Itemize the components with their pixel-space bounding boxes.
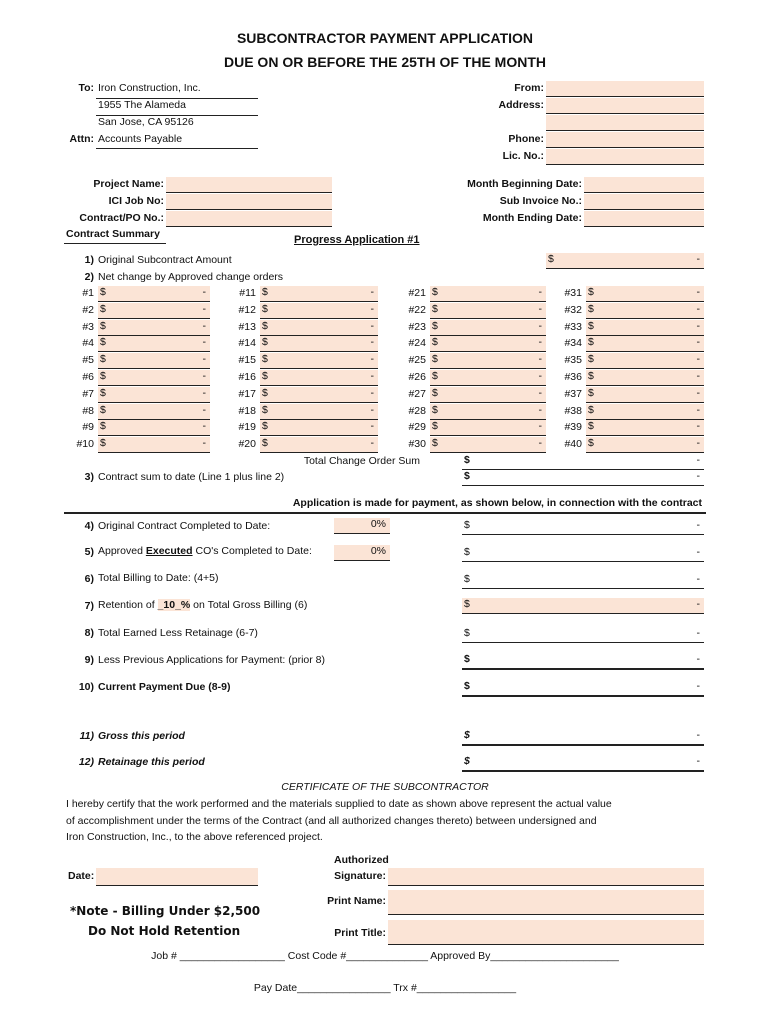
change-order-number: #24 xyxy=(408,337,426,349)
retention-percent[interactable]: _10_% xyxy=(157,599,191,611)
line3-label: Contract sum to date (Line 1 plus line 2) xyxy=(98,471,285,483)
line12-number: 12) xyxy=(78,756,94,768)
amount-value: - xyxy=(202,387,206,399)
change-order-number: #30 xyxy=(408,438,426,450)
percent-value: 0% xyxy=(370,518,386,530)
dollar-sign: $ xyxy=(262,286,268,298)
change-order-amount-field[interactable] xyxy=(98,370,210,386)
line1-label: Original Subcontract Amount xyxy=(98,254,232,266)
change-order-amount-field[interactable] xyxy=(98,387,210,403)
change-order-number: #27 xyxy=(408,388,426,400)
line5-label xyxy=(98,545,312,557)
contract-po-field[interactable] xyxy=(166,211,332,227)
dollar-sign: $ xyxy=(588,320,594,332)
line8-amount-field[interactable] xyxy=(462,627,704,643)
line11-label: Gross this period xyxy=(98,730,185,742)
dollar-sign: $ xyxy=(588,303,594,315)
change-order-amount-field[interactable] xyxy=(430,437,546,453)
line9-label: Less Previous Applications for Payment: (prior 8) xyxy=(98,654,326,666)
change-order-amount-field[interactable] xyxy=(586,437,704,453)
dollar-sign: $ xyxy=(464,573,470,585)
change-order-number: #22 xyxy=(408,304,426,316)
amount-value: - xyxy=(696,420,700,432)
change-order-amount-field[interactable] xyxy=(98,286,210,302)
dollar-sign: $ xyxy=(432,404,438,416)
change-order-amount-field[interactable] xyxy=(430,286,546,302)
dollar-sign: $ xyxy=(588,286,594,298)
line7-number: 7) xyxy=(84,600,94,612)
dollar-sign: $ xyxy=(262,370,268,382)
change-order-number: #37 xyxy=(564,388,582,400)
dollar-sign: $ xyxy=(464,470,470,482)
dollar-sign: $ xyxy=(100,420,106,432)
amount-value: - xyxy=(202,437,206,449)
ici-job-field[interactable] xyxy=(166,194,332,210)
progress-application-heading: Progress Application #1 xyxy=(294,234,420,246)
change-order-amount-field[interactable] xyxy=(98,437,210,453)
amount-value: - xyxy=(696,253,700,265)
print-name-label: Print Name: xyxy=(327,895,386,907)
line12-amount-field[interactable] xyxy=(462,755,704,772)
dollar-sign: $ xyxy=(100,370,106,382)
change-order-amount-field[interactable] xyxy=(586,370,704,386)
attn-value: Accounts Payable xyxy=(98,133,183,145)
line8-number: 8) xyxy=(84,627,94,639)
change-order-number: #17 xyxy=(238,388,256,400)
change-order-amount-field[interactable] xyxy=(260,387,378,403)
amount-value: - xyxy=(696,387,700,399)
amount-value: - xyxy=(202,404,206,416)
change-order-amount-field[interactable] xyxy=(260,370,378,386)
line5-number: 5) xyxy=(84,546,94,558)
certificate-line2: of accomplishment under the terms of the Contract (and all authorized changes thereto) between undersigned and xyxy=(66,815,597,827)
change-order-amount-field[interactable] xyxy=(586,286,704,302)
line4-label: Original Contract Completed to Date: xyxy=(98,520,271,532)
executed-text: Executed xyxy=(145,545,193,557)
change-order-number: #5 xyxy=(82,354,94,366)
amount-value: - xyxy=(696,755,700,767)
dollar-sign: $ xyxy=(464,755,470,767)
to-address1-line xyxy=(96,100,258,116)
change-order-amount-field[interactable] xyxy=(98,336,210,352)
authorized-label: Authorized xyxy=(334,854,389,866)
change-order-amount-field[interactable] xyxy=(98,404,210,420)
dollar-sign: $ xyxy=(588,336,594,348)
change-order-amount-field[interactable] xyxy=(260,420,378,436)
amount-value: - xyxy=(202,420,206,432)
line7-label-suffix: on Total Gross Billing (6) xyxy=(190,599,308,611)
change-order-amount-field[interactable] xyxy=(430,353,546,369)
line3-number: 3) xyxy=(84,471,94,483)
amount-value: - xyxy=(202,370,206,382)
change-order-number: #38 xyxy=(564,405,582,417)
change-order-amount-field[interactable] xyxy=(586,387,704,403)
dollar-sign: $ xyxy=(432,286,438,298)
change-order-amount-field[interactable] xyxy=(98,303,210,319)
print-title-field[interactable] xyxy=(388,920,704,945)
project-name-label: Project Name: xyxy=(93,178,164,190)
note-line2: Do Not Hold Retention xyxy=(88,924,241,938)
amount-value: - xyxy=(538,370,542,382)
amount-value: - xyxy=(696,404,700,416)
change-order-amount-field[interactable] xyxy=(586,336,704,352)
month-begin-label: Month Beginning Date: xyxy=(467,178,582,190)
line10-label: Current Payment Due (8-9) xyxy=(98,681,231,693)
dollar-sign: $ xyxy=(100,404,106,416)
dollar-sign: $ xyxy=(262,336,268,348)
line9-number: 9) xyxy=(84,654,94,666)
change-order-amount-field[interactable] xyxy=(98,420,210,436)
change-order-amount-field[interactable] xyxy=(586,303,704,319)
amount-value: - xyxy=(696,353,700,365)
dollar-sign: $ xyxy=(262,353,268,365)
dollar-sign: $ xyxy=(464,519,470,531)
amount-value: - xyxy=(696,519,700,531)
line5-label-suffix: CO's Completed to Date: xyxy=(192,545,312,557)
amount-value: - xyxy=(696,729,700,741)
amount-value: - xyxy=(696,370,700,382)
change-order-amount-field[interactable] xyxy=(260,320,378,336)
dollar-sign: $ xyxy=(100,286,106,298)
amount-value: - xyxy=(696,286,700,298)
line5-amount-field[interactable] xyxy=(462,546,704,562)
dollar-sign: $ xyxy=(262,404,268,416)
lic-field[interactable] xyxy=(546,149,704,165)
percent-value: 0% xyxy=(370,545,386,557)
line7-amount-field[interactable] xyxy=(462,598,704,614)
change-order-number: #18 xyxy=(238,405,256,417)
amount-value: - xyxy=(370,370,374,382)
change-order-number: #32 xyxy=(564,304,582,316)
change-order-number: #33 xyxy=(564,321,582,333)
change-order-amount-field[interactable] xyxy=(260,437,378,453)
line8-label: Total Earned Less Retainage (6-7) xyxy=(98,627,258,639)
change-order-amount-field[interactable] xyxy=(430,370,546,386)
phone-label: Phone: xyxy=(508,133,544,145)
line5-percent-field[interactable] xyxy=(334,545,390,561)
line6-number: 6) xyxy=(84,573,94,585)
dollar-sign: $ xyxy=(262,420,268,432)
line6-amount-field[interactable] xyxy=(462,573,704,589)
amount-value: - xyxy=(202,286,206,298)
to-address2: San Jose, CA 95126 xyxy=(98,116,194,128)
line2-number: 2) xyxy=(84,271,94,283)
office-use-line1: Job # __________________ Cost Code #______________ Approved By______________________ xyxy=(151,950,619,962)
amount-value: - xyxy=(538,303,542,315)
change-order-amount-field[interactable] xyxy=(260,336,378,352)
dollar-sign: $ xyxy=(432,437,438,449)
dollar-sign: $ xyxy=(100,437,106,449)
date-field[interactable] xyxy=(96,868,258,886)
to-label: To: xyxy=(78,82,94,94)
attn-label: Attn: xyxy=(69,133,94,145)
attn-line xyxy=(96,133,258,149)
original-subcontract-amount-field[interactable] xyxy=(546,253,704,269)
change-order-number: #16 xyxy=(238,371,256,383)
amount-value: - xyxy=(538,404,542,416)
phone-field[interactable] xyxy=(546,132,704,148)
amount-value: - xyxy=(538,353,542,365)
change-order-amount-field[interactable] xyxy=(430,320,546,336)
change-order-number: #31 xyxy=(564,287,582,299)
dollar-sign: $ xyxy=(588,370,594,382)
line4-number: 4) xyxy=(84,520,94,532)
month-end-field[interactable] xyxy=(584,211,704,227)
print-title-label: Print Title: xyxy=(334,927,386,939)
line4-amount-field[interactable] xyxy=(462,519,704,535)
dollar-sign: $ xyxy=(588,420,594,432)
amount-value: - xyxy=(538,387,542,399)
dollar-sign: $ xyxy=(464,680,470,692)
contract-summary-underline xyxy=(64,243,166,244)
dollar-sign: $ xyxy=(432,303,438,315)
line11-number: 11) xyxy=(79,730,94,742)
from-label: From: xyxy=(514,82,544,94)
contract-sum-to-date-field[interactable] xyxy=(462,470,704,486)
dollar-sign: $ xyxy=(464,729,470,741)
amount-value: - xyxy=(202,353,206,365)
change-order-number: #29 xyxy=(408,421,426,433)
month-end-label: Month Ending Date: xyxy=(482,212,582,224)
change-order-amount-field[interactable] xyxy=(586,404,704,420)
dollar-sign: $ xyxy=(432,387,438,399)
amount-value: - xyxy=(696,627,700,639)
signature-label: Signature: xyxy=(334,870,386,882)
total-change-order-label: Total Change Order Sum xyxy=(303,455,420,467)
amount-value: - xyxy=(370,387,374,399)
dollar-sign: $ xyxy=(100,303,106,315)
amount-value: - xyxy=(370,404,374,416)
change-order-amount-field[interactable] xyxy=(98,320,210,336)
lic-label: Lic. No.: xyxy=(502,150,544,162)
change-order-number: #7 xyxy=(82,388,94,400)
project-name-field[interactable] xyxy=(166,177,332,193)
dollar-sign: $ xyxy=(432,370,438,382)
total-change-order-field[interactable] xyxy=(462,454,704,470)
line10-amount-field[interactable] xyxy=(462,680,704,697)
amount-value: - xyxy=(696,437,700,449)
change-order-number: #40 xyxy=(564,438,582,450)
to-company-line xyxy=(96,83,258,99)
dollar-sign: $ xyxy=(548,253,554,265)
line1-number: 1) xyxy=(84,254,94,266)
change-order-number: #26 xyxy=(408,371,426,383)
change-order-number: #13 xyxy=(238,321,256,333)
dollar-sign: $ xyxy=(588,387,594,399)
application-heading: Application is made for payment, as shown below, in connection with the contract xyxy=(292,497,702,509)
amount-value: - xyxy=(538,336,542,348)
line11-amount-field[interactable] xyxy=(462,729,704,746)
change-order-number: #1 xyxy=(82,287,94,299)
line10-number: 10) xyxy=(78,681,94,693)
change-order-amount-field[interactable] xyxy=(430,387,546,403)
amount-value: - xyxy=(370,437,374,449)
sub-invoice-field[interactable] xyxy=(584,194,704,210)
to-company: Iron Construction, Inc. xyxy=(98,82,201,94)
change-order-number: #9 xyxy=(82,421,94,433)
dollar-sign: $ xyxy=(100,320,106,332)
change-order-number: #35 xyxy=(564,354,582,366)
address-field-1[interactable] xyxy=(546,98,704,114)
dollar-sign: $ xyxy=(262,303,268,315)
change-order-number: #6 xyxy=(82,371,94,383)
change-order-number: #15 xyxy=(238,354,256,366)
application-divider xyxy=(64,512,706,514)
dollar-sign: $ xyxy=(464,598,470,610)
amount-value: - xyxy=(538,437,542,449)
line7-label xyxy=(98,599,307,611)
change-order-amount-field[interactable] xyxy=(586,420,704,436)
dollar-sign: $ xyxy=(588,353,594,365)
change-order-amount-field[interactable] xyxy=(430,303,546,319)
print-name-field[interactable] xyxy=(388,890,704,915)
amount-value: - xyxy=(370,420,374,432)
sub-invoice-label: Sub Invoice No.: xyxy=(499,195,582,207)
to-address1: 1955 The Alameda xyxy=(98,99,186,111)
change-order-amount-field[interactable] xyxy=(586,320,704,336)
change-order-number: #34 xyxy=(564,337,582,349)
dollar-sign: $ xyxy=(262,387,268,399)
note-line1: *Note - Billing Under $2,500 xyxy=(70,904,261,918)
change-order-amount-field[interactable] xyxy=(260,303,378,319)
dollar-sign: $ xyxy=(432,353,438,365)
change-order-number: #12 xyxy=(238,304,256,316)
line4-percent-field[interactable] xyxy=(334,518,390,534)
amount-value: - xyxy=(538,420,542,432)
month-begin-field[interactable] xyxy=(584,177,704,193)
amount-value: - xyxy=(696,336,700,348)
dollar-sign: $ xyxy=(262,320,268,332)
change-order-amount-field[interactable] xyxy=(430,404,546,420)
address-label: Address: xyxy=(498,99,544,111)
dollar-sign: $ xyxy=(464,454,470,466)
amount-value: - xyxy=(696,680,700,692)
amount-value: - xyxy=(202,303,206,315)
dollar-sign: $ xyxy=(432,336,438,348)
line7-label-prefix: Retention of xyxy=(98,599,158,611)
change-order-amount-field[interactable] xyxy=(586,353,704,369)
change-order-number: #11 xyxy=(239,287,256,299)
signature-field[interactable] xyxy=(388,868,704,886)
dollar-sign: $ xyxy=(464,627,470,639)
dollar-sign: $ xyxy=(588,404,594,416)
line9-amount-field[interactable] xyxy=(462,653,704,670)
amount-value: - xyxy=(696,546,700,558)
contract-summary-heading: Contract Summary xyxy=(66,228,160,240)
dollar-sign: $ xyxy=(464,546,470,558)
change-order-number: #3 xyxy=(82,321,94,333)
change-order-number: #39 xyxy=(564,421,582,433)
change-order-amount-field[interactable] xyxy=(260,404,378,420)
amount-value: - xyxy=(370,286,374,298)
amount-value: - xyxy=(696,598,700,610)
change-order-number: #10 xyxy=(76,438,94,450)
dollar-sign: $ xyxy=(588,437,594,449)
date-label: Date: xyxy=(68,870,95,882)
change-order-number: #28 xyxy=(408,405,426,417)
change-order-number: #36 xyxy=(564,371,582,383)
amount-value: - xyxy=(696,653,700,665)
change-order-amount-field[interactable] xyxy=(260,286,378,302)
amount-value: - xyxy=(202,320,206,332)
line2-label: Net change by Approved change orders xyxy=(98,271,284,283)
line12-label: Retainage this period xyxy=(98,756,205,768)
dollar-sign: $ xyxy=(464,653,470,665)
change-order-number: #14 xyxy=(238,337,256,349)
dollar-sign: $ xyxy=(432,320,438,332)
change-order-number: #2 xyxy=(82,304,94,316)
change-order-amount-field[interactable] xyxy=(260,353,378,369)
amount-value: - xyxy=(538,320,542,332)
from-field[interactable] xyxy=(546,81,704,97)
change-order-amount-field[interactable] xyxy=(430,420,546,436)
amount-value: - xyxy=(370,320,374,332)
amount-value: - xyxy=(538,286,542,298)
certificate-line3: Iron Construction, Inc., to the above referenced project. xyxy=(66,831,323,843)
dollar-sign: $ xyxy=(262,437,268,449)
dollar-sign: $ xyxy=(100,387,106,399)
amount-value: - xyxy=(696,470,700,482)
ici-job-label: ICI Job No: xyxy=(108,195,164,207)
certificate-heading: CERTIFICATE OF THE SUBCONTRACTOR xyxy=(281,781,489,793)
amount-value: - xyxy=(696,303,700,315)
amount-value: - xyxy=(370,303,374,315)
office-use-line2: Pay Date________________ Trx #_________________ xyxy=(253,982,517,994)
contract-po-label: Contract/PO No.: xyxy=(79,212,164,224)
amount-value: - xyxy=(696,573,700,585)
dollar-sign: $ xyxy=(100,353,106,365)
amount-value: - xyxy=(202,336,206,348)
change-order-amount-field[interactable] xyxy=(430,336,546,352)
amount-value: - xyxy=(696,320,700,332)
dollar-sign: $ xyxy=(432,420,438,432)
form-subtitle: DUE ON OR BEFORE THE 25TH OF THE MONTH xyxy=(223,54,546,70)
change-order-number: #23 xyxy=(408,321,426,333)
dollar-sign: $ xyxy=(100,336,106,348)
change-order-number: #8 xyxy=(82,405,94,417)
change-order-number: #20 xyxy=(238,438,256,450)
change-order-number: #21 xyxy=(408,287,426,299)
amount-value: - xyxy=(370,336,374,348)
change-order-number: #19 xyxy=(238,421,256,433)
form-title: SUBCONTRACTOR PAYMENT APPLICATION xyxy=(236,30,534,46)
change-order-amount-field[interactable] xyxy=(98,353,210,369)
line6-label: Total Billing to Date: (4+5) xyxy=(98,572,219,584)
address-field-2[interactable] xyxy=(546,115,704,131)
line5-label-prefix: Approved xyxy=(98,545,146,557)
change-order-number: #25 xyxy=(408,354,426,366)
amount-value: - xyxy=(370,353,374,365)
amount-value: - xyxy=(696,454,700,466)
change-order-number: #4 xyxy=(82,337,94,349)
certificate-line1: I hereby certify that the work performed and the materials supplied to date as shown above represent the actual value xyxy=(66,798,612,810)
